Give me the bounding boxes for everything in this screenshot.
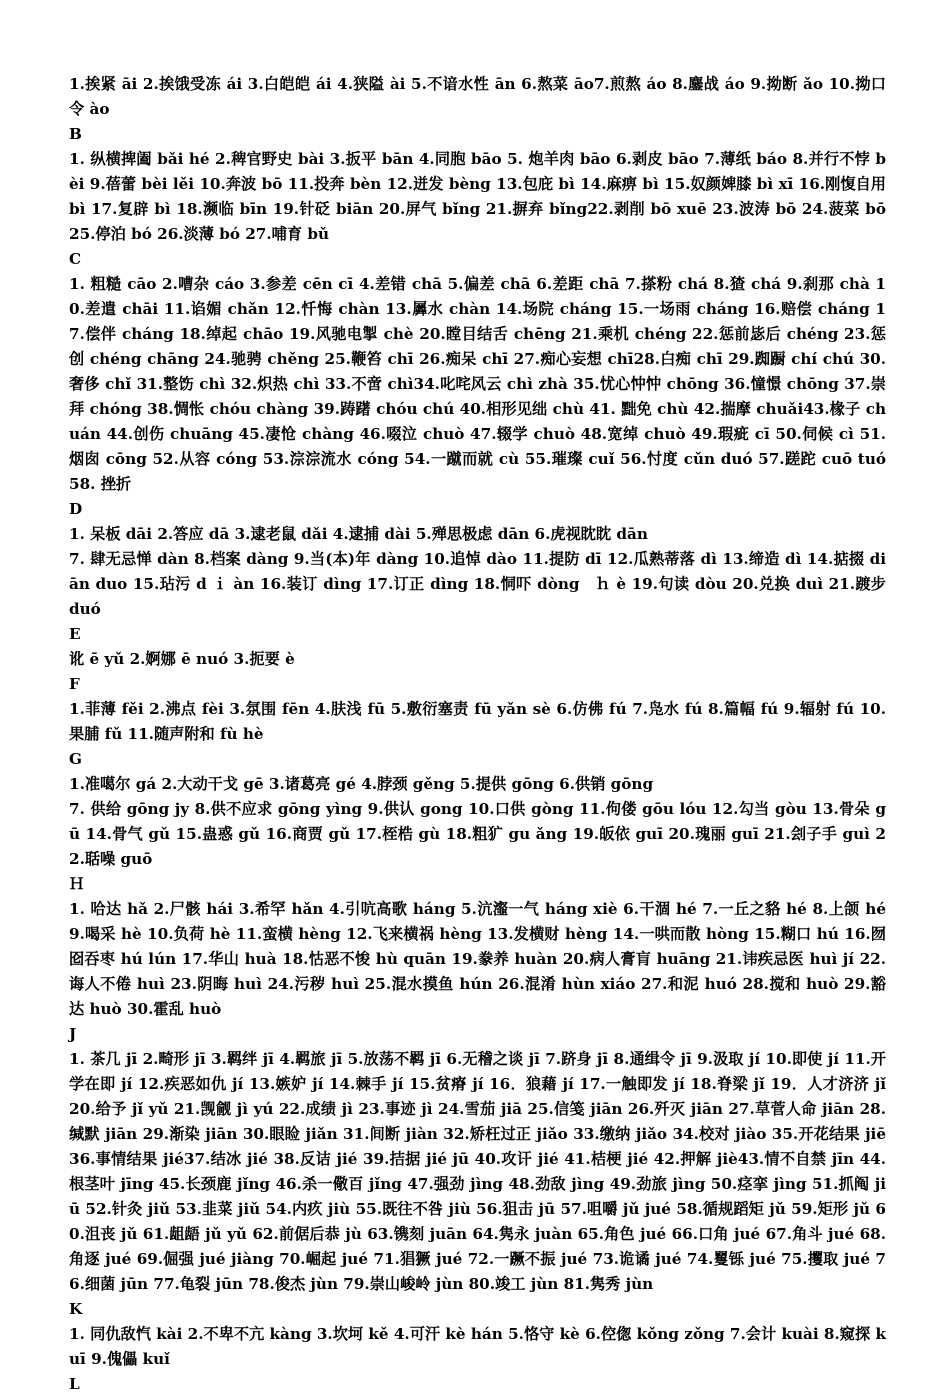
section-b-entries: 1. 纵横捭阖 bǎi hé 2.稗官野史 bài 3.扳平 bān 4.同胞 bāo 5. 炮羊肉 bāo 6.剥皮 bāo 7.薄纸 báo 8.并行不悖 bèi 9.蓓蕾 bèi lěi 10.奔波 bō 11.投奔 bèn 12.迸发 bèng 13.包庇 bì 14.麻痹 bì 15.奴颜婢膝 bì xī 16.刚愎自用 bì 17.复辟 bì 18.濒临 bīn 19.针砭 biān 20.屏气 bǐng 21.摒弃 bǐng22.剥削 bō xuē 23.波涛 bō 24.菠菜 bō 25.停泊 bó 26.淡薄 bó 27.哺育 bǔ (69, 150, 886, 243)
section-b-header: B (69, 125, 82, 143)
section-h-header: Ｈ (69, 875, 85, 893)
section-e-header: E (69, 625, 81, 643)
section-d-header: D (69, 500, 83, 518)
section-c-header: C (69, 250, 82, 268)
section-l-header: L (69, 1375, 80, 1393)
section-g-entries-2: 7. 供给 gōng jy 8.供不应求 gōng yìng 9.供认 gong 10.口供 gòng 11.佝偻 gōu lóu 12.勾当 gòu 13.骨朵 gū 14.骨气 gǔ 15.蛊惑 gǔ 16.商贾 gǔ 17.桎梏 gù 18.粗犷 gu ǎng 19.皈依 guī 20.瑰丽 guī 21.刽子手 guì 22.聒噪 guō (69, 800, 886, 868)
section-h-entries: 1. 哈达 hǎ 2.尸骸 hái 3.希罕 hǎn 4.引吭高歌 háng 5.沆瀣一气 háng xiè 6.干涸 hé 7.一丘之貉 hé 8.上颌 hé 9.喝采 hè 10.负荷 hè 11.蛮横 hèng 12.飞来横祸 hèng 13.发横财 hèng 14.一哄而散 hòng 15.糊口 hú 16.囫囵吞枣 hú lún 17.华山 huà 18.怙恶不悛 hù quān 19.豢养 huàn 20.病人膏肓 huāng 21.讳疾忌医 huì jí 22.诲人不倦 huì 23.阴晦 huì 24.污秽 huì 25.混水摸鱼 hún 26.混淆 hùn xiáo 27.和泥 huó 28.搅和 huò 29.豁达 huò 30.霍乱 huò (69, 900, 886, 1018)
section-g-entries-1: 1.准噶尔 gá 2.大动干戈 gē 3.诸葛亮 gé 4.脖颈 gěng 5.提供 gōng 6.供销 gōng (69, 775, 654, 793)
section-f-entries: 1.菲薄 fěi 2.沸点 fèi 3.氛围 fēn 4.肤浅 fū 5.敷衍塞责 fū yǎn sè 6.仿佛 fú 7.凫水 fú 8.篇幅 fú 9.辐射 fú 10.果脯 fǔ 11.随声附和 fù hè (69, 700, 886, 743)
section-k-header: K (69, 1300, 83, 1318)
section-d-entries-2: 7. 肆无忌惮 dàn 8.档案 dàng 9.当(本)年 dàng 10.追悼 dào 11.提防 dī 12.瓜熟蒂落 dì 13.缔造 dì 14.掂掇 diān duo 15.玷污 d ｉ àn 16.装订 dìng 17.订正 dìng 18.恫吓 dòng ｈ è 19.句读 dòu 20.兑换 duì 21.踱步 duó (69, 550, 886, 618)
section-c-entries: 1. 粗糙 cāo 2.嘈杂 cáo 3.参差 cēn cī 4.差错 chā 5.偏差 chā 6.差距 chā 7.搽粉 chá 8.猹 chá 9.刹那 chà 10.差遣 chāi 11.谄媚 chǎn 12.忏悔 chàn 13.羼水 chàn 14.场院 cháng 15.一场雨 cháng 16.赔偿 cháng 17.偿伴 cháng 18.绰起 chāo 19.风驰电掣 chè 20.瞠目结舌 chēng 21.乘机 chéng 22.惩前毖后 chéng 23.惩创 chéng chāng 24.驰骋 chěng 25.鞭笞 chī 26.痴呆 chī 27.痴心妄想 chī28.白痴 chī 29.踟蹰 chí chú 30.奢侈 chǐ 31.整饬 chì 32.炽热 chì 33.不啻 chì34.叱咤风云 chì zhà 35.忧心忡忡 chōng 36.憧憬 chōng 37.崇拜 chóng 38.惆怅 chóu chàng 39.踌躇 chóu chú 40.相形见绌 chù 41. 黜免 chù 42.揣摩 chuǎi43.椽子 chuán 44.创伤 chuāng 45.凄怆 chàng 46.啜泣 chuò 47.辍学 chuò 48.宽绰 chuò 49.瑕疵 cī 50.伺候 cì 51.烟囱 cōng 52.从容 cóng 53.淙淙流水 cóng 54.一蹴而就 cù 55.璀璨 cuǐ 56.忖度 cǔn duó 57.蹉跎 cuō tuó 58. 挫折 (69, 275, 886, 493)
section-g-header: G (69, 750, 82, 768)
section-j-entries: 1. 茶几 jī 2.畸形 jī 3.羁绊 jī 4.羁旅 jī 5.放荡不羁 jī 6.无稽之谈 jī 7.跻身 jī 8.通缉令 jī 9.汲取 jí 10.即使 jí 11.开学在即 jí 12.疾恶如仇 jí 13.嫉妒 jí 14.棘手 jí 15.贫瘠 jí 16．狼藉 jí 17.一触即发 jí 18.脊梁 jǐ 19．人才济济 jǐ 20.给予 jǐ yǔ 21.觊觎 jì yú 22.成绩 jì 23.事迹 jì 24.雪茄 jiā 25.信笺 jiān 26.歼灭 jiān 27.草菅人命 jiān 28.缄默 jiān 29.渐染 jiān 30.眼睑 jiǎn 31.间断 jiàn 32.矫枉过正 jiǎo 33.缴纳 jiǎo 34.校对 jiào 35.开花结果 jiē 36.事情结果 jié37.结冰 jié 38.反诘 jié 39.拮据 jié jū 40.攻讦 jié 41.桔梗 jié 42.押解 jiè43.情不自禁 jīn 44.根茎叶 jīng 45.长颈鹿 jǐng 46.杀一儆百 jǐng 47.强劲 jìng 48.劲敌 jìng 49.劲旅 jìng 50.痉挛 jìng 51.抓阄 jiū 52.针灸 jiǔ 53.韭菜 jiǔ 54.内疚 jiù 55.既往不咎 jiù 56.狙击 jū 57.咀嚼 jǔ jué 58.循规蹈矩 jǔ 59.矩形 jǔ 60.沮丧 jǔ 61.龃龉 jǔ yǔ 62.前倨后恭 jù 63.镌刻 juān 64.隽永 juàn 65.角色 jué 66.口角 jué 67.角斗 jué 68.角逐 jué 69.倔强 jué jiàng 70.崛起 jué 71.猖獗 jué 72.一蹶不振 jué 73.诡谲 jué 74.矍铄 jué 75.攫取 jué 76.细菌 jūn 77.龟裂 jūn 78.俊杰 jùn 79.崇山峻岭 jùn 80.竣工 jùn 81.隽秀 jùn (69, 1050, 886, 1293)
section-a-entries: 1.挨紧 āi 2.挨饿受冻 ái 3.白皑皑 ái 4.狭隘 ài 5.不谙水性 ān 6.熬菜 āo7.煎熬 áo 8.鏖战 áo 9.拗断 ǎo 10.拗口令 ào (69, 75, 886, 118)
section-e-entries: 讹 ē yǔ 2.婀娜 ē nuó 3.扼要 è (69, 650, 295, 668)
section-d-entries-1: 1. 呆板 dāi 2.答应 dā 3.逮老鼠 dǎi 4.逮捕 dài 5.殚思极虑 dān 6.虎视眈眈 dān (69, 525, 648, 543)
section-j-header: J (69, 1025, 77, 1043)
section-f-header: F (69, 675, 80, 693)
section-k-entries: 1. 同仇敌忾 kài 2.不卑不亢 kàng 3.坎坷 kě 4.可汗 kè hán 5.恪守 kè 6.倥偬 kǒng zǒng 7.会计 kuài 8.窥探 kuī 9.傀儡 kuǐ (69, 1325, 886, 1368)
